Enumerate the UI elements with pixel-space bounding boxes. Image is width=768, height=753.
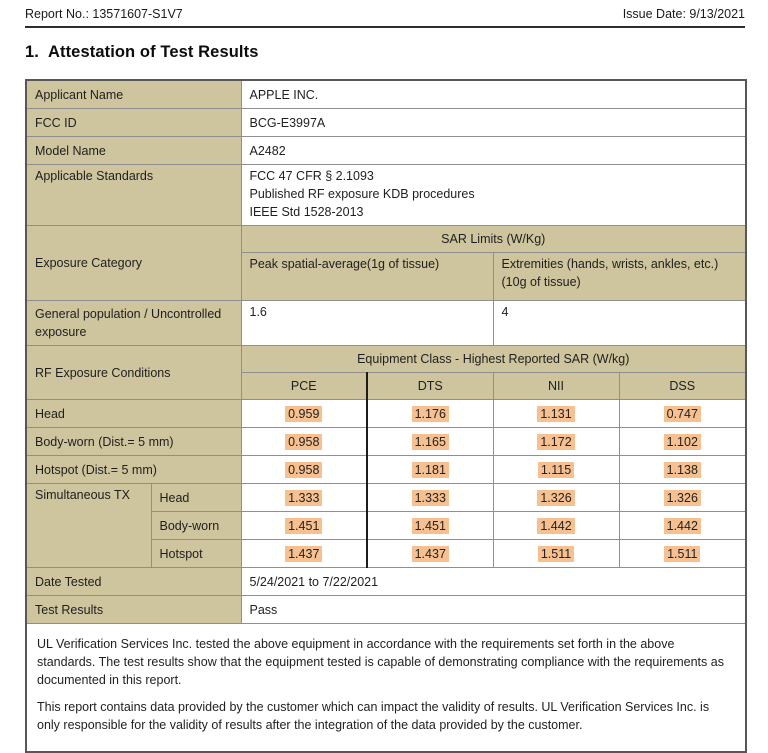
bodyworn-dss-value [619,428,746,456]
hotspot-dts-value [367,456,493,484]
table-row-head [26,400,746,428]
table-row-fccid [26,109,746,137]
sar-value: 1.442 [664,518,701,534]
table-row-test-results [26,596,746,624]
sar-value: 1.511 [664,546,700,562]
sim-hotspot-pce-value [241,540,367,568]
sim-bodyworn-dss-value [619,512,746,540]
sar-value: 1.437 [412,546,449,562]
sar-value: 1.326 [537,490,574,506]
model-name-label: Model Name [26,137,241,165]
standard-line-2: Published RF exposure KDB procedures [249,187,475,201]
table-row-sar-limits-header [26,226,746,253]
applicant-name-value: APPLE INC. [241,80,746,109]
general-population-label: General population / Uncontrolled exposure [26,301,241,346]
hotspot-pce-value [241,456,367,484]
column-header-nii: NII [493,373,619,400]
test-results-value: Pass [241,596,746,624]
sim-head-pce-value [241,484,367,512]
simultaneous-head-label: Head [151,484,241,512]
fcc-id-value: BCG-E3997A [241,109,746,137]
sim-head-nii-value [493,484,619,512]
standard-line-3: IEEE Std 1528-2013 [249,205,364,219]
hotspot-dss-value [619,456,746,484]
sar-value: 1.451 [285,518,322,534]
section-title-text: Attestation of Test Results [47,43,259,61]
sar-limit-col2-header: Extremities (hands, wrists, ankles, etc.) (10g of tissue) [493,253,746,301]
sar-value: 1.451 [412,518,449,534]
head-dts-value [367,400,493,428]
sar-value: 1.437 [285,546,322,562]
sar-value: 1.511 [538,546,574,562]
simultaneous-tx-label: Simultaneous TX [26,484,151,568]
attestation-paragraph-2: This report contains data provided by the customer which can impact the validity of results. UL Verification Services Inc. is only responsible for the validity of results after the integration of the data provided by the customer. [37,700,710,732]
section-number: 1. [25,43,39,61]
sar-value: 1.115 [538,462,574,478]
table-row-bodyworn [26,428,746,456]
test-results-label: Test Results [26,596,241,624]
section-title [25,43,745,62]
table-row-applicant [26,80,746,109]
sim-head-dss-value [619,484,746,512]
attestation-table [25,79,747,753]
sar-value: 1.176 [412,406,449,422]
page-header [25,7,745,28]
sim-hotspot-dts-value [367,540,493,568]
sar-value: 1.326 [664,490,701,506]
head-label: Head [26,400,241,428]
sar-value: 1.181 [412,462,449,478]
standards-label: Applicable Standards [26,165,241,226]
sar-limits-header: SAR Limits (W/Kg) [241,226,746,253]
exposure-category-label: Exposure Category [26,226,241,301]
head-nii-value [493,400,619,428]
issue-date: Issue Date: 9/13/2021 [622,7,745,21]
simultaneous-hotspot-label: Hotspot [151,540,241,568]
bodyworn-label: Body-worn (Dist.= 5 mm) [26,428,241,456]
sar-limit-1g-value: 1.6 [241,301,493,346]
sim-hotspot-dss-value [619,540,746,568]
bodyworn-pce-value [241,428,367,456]
sim-bodyworn-pce-value [241,512,367,540]
table-row-model [26,137,746,165]
sim-head-dts-value [367,484,493,512]
table-row-standards [26,165,746,226]
equipment-class-header: Equipment Class - Highest Reported SAR (W/kg) [241,346,746,373]
sim-bodyworn-dts-value [367,512,493,540]
column-header-dss: DSS [619,373,746,400]
sar-value: 0.958 [285,434,322,450]
applicant-name-label: Applicant Name [26,80,241,109]
sar-value: 0.959 [285,406,322,422]
simultaneous-bodyworn-label: Body-worn [151,512,241,540]
date-tested-value: 5/24/2021 to 7/22/2021 [241,568,746,596]
head-pce-value [241,400,367,428]
sar-value: 0.958 [285,462,322,478]
table-row-simultaneous-head [26,484,746,512]
rf-exposure-conditions-label: RF Exposure Conditions [26,346,241,400]
report-number: Report No.: 13571607-S1V7 [25,7,183,21]
sim-bodyworn-nii-value [493,512,619,540]
bodyworn-nii-value [493,428,619,456]
table-row-general-population [26,301,746,346]
attestation-paragraph-1: UL Verification Services Inc. tested the above equipment in accordance with the requirements set forth in the above standards. The test results show that the equipment tested is capable of demonstrating compliance with the requirements as documented in this report. [37,637,724,687]
sar-value: 1.333 [412,490,449,506]
standard-line-1: FCC 47 CFR § 2.1093 [249,169,374,183]
hotspot-nii-value [493,456,619,484]
sar-value: 1.165 [412,434,449,450]
sar-value: 0.747 [664,406,701,422]
standards-value [241,165,746,226]
sar-value: 1.172 [537,434,574,450]
hotspot-label: Hotspot (Dist.= 5 mm) [26,456,241,484]
sar-limit-col1-header: Peak spatial-average(1g of tissue) [241,253,493,301]
sar-limit-10g-value: 4 [493,301,746,346]
sar-value: 1.102 [664,434,701,450]
sim-hotspot-nii-value [493,540,619,568]
bodyworn-dts-value [367,428,493,456]
table-row-attestation-notes [26,624,746,753]
sar-value: 1.131 [537,406,574,422]
table-row-hotspot [26,456,746,484]
column-header-dts: DTS [367,373,493,400]
attestation-notes [26,624,746,753]
table-row-equipment-class-header [26,346,746,373]
sar-value: 1.442 [537,518,574,534]
sar-value: 1.333 [285,490,322,506]
fcc-id-label: FCC ID [26,109,241,137]
column-header-pce: PCE [241,373,367,400]
head-dss-value [619,400,746,428]
sar-value: 1.138 [664,462,701,478]
model-name-value: A2482 [241,137,746,165]
table-row-date-tested [26,568,746,596]
date-tested-label: Date Tested [26,568,241,596]
